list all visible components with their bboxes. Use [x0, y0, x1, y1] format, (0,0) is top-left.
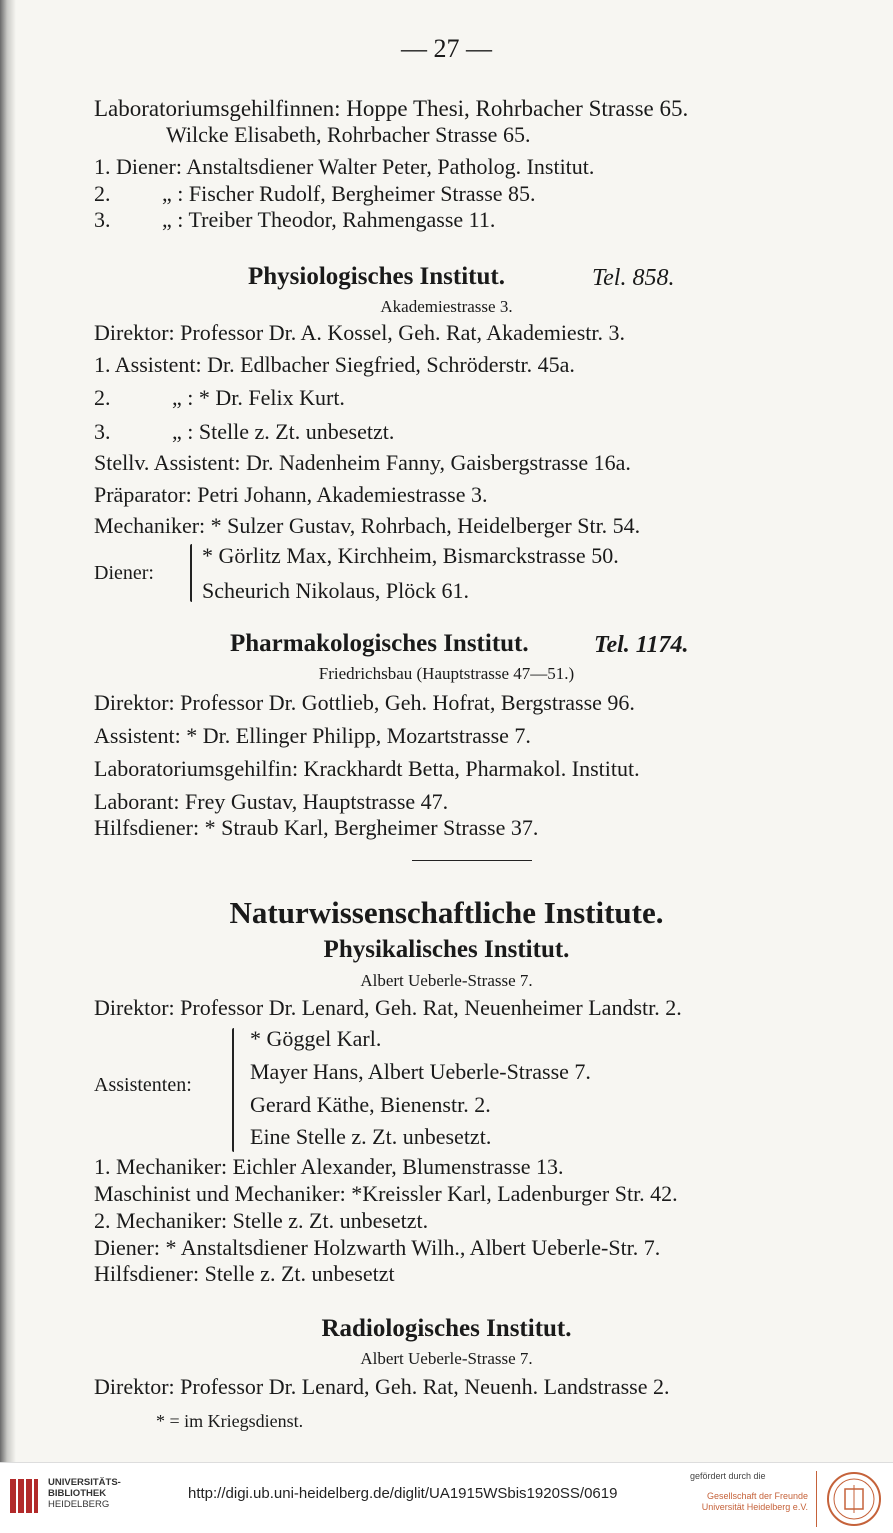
pharma-laborgehilfin: Laboratoriumsgehilfin: Krackhardt Betta, Pharmakol. Institut.	[94, 756, 640, 781]
physio-direktor: Direktor: Professor Dr. A. Kossel, Geh. Rat, Akademiestr. 3.	[94, 320, 625, 345]
society-name: Gesellschaft der Freunde Universität Heidelberg e.V.	[701, 1491, 808, 1512]
diener-3: „ : Treiber Theodor, Rahmengasse 11.	[162, 207, 496, 232]
library-logo-icon	[8, 1475, 40, 1517]
physik-assistent-2: Mayer Hans, Albert Ueberle-Strasse 7.	[250, 1059, 591, 1084]
diener-3-num: 3.	[94, 207, 111, 232]
diener-2: „ : Fischer Rudolf, Bergheimer Strasse 85.	[162, 181, 536, 206]
physik-assistent-4: Eine Stelle z. Zt. unbesetzt.	[250, 1124, 492, 1149]
lab-assistants-line: Laboratoriumsgehilfinnen: Hoppe Thesi, Rohrbacher Strasse 65.	[94, 96, 689, 121]
pharma-heading: Pharmakologisches Institut.	[230, 630, 529, 657]
diener-2-num: 2.	[94, 181, 111, 206]
physik-assistent-1: * Göggel Karl.	[250, 1026, 382, 1051]
diener-1: 1. Diener: Anstaltsdiener Walter Peter, Patholog. Institut.	[94, 154, 595, 179]
physio-praeparator: Präparator: Petri Johann, Akademiestrasse 3.	[94, 482, 488, 507]
natur-heading: Naturwissenschaftliche Institute.	[229, 895, 664, 930]
physio-stellv-assistent: Stellv. Assistent: Dr. Nadenheim Fanny, Gaisbergstrasse 16a.	[94, 450, 631, 475]
page-edge-shadow	[0, 0, 16, 1462]
footnote: * = im Kriegsdienst.	[156, 1411, 304, 1431]
source-url-link[interactable]: http://digi.ub.uni-heidelberg.de/diglit/UA1915WSbis1920SS/0619	[188, 1485, 618, 1502]
physio-address: Akademiestrasse 3.	[380, 297, 513, 316]
funded-by-label: gefördert durch die	[690, 1471, 766, 1481]
radio-heading: Radiologisches Institut.	[321, 1315, 572, 1342]
physik-mechaniker-2: 2. Mechaniker: Stelle z. Zt. unbesetzt.	[94, 1208, 429, 1233]
pharma-laborant: Laborant: Frey Gustav, Hauptstrasse 47.	[94, 789, 449, 814]
physik-assistenten-label: Assistenten:	[94, 1074, 192, 1096]
pharma-assistent: Assistent: * Dr. Ellinger Philipp, Mozartstrasse 7.	[94, 723, 531, 748]
physio-mechaniker: Mechaniker: * Sulzer Gustav, Rohrbach, Heidelberger Str. 54.	[94, 513, 641, 538]
physio-diener-label: Diener:	[94, 562, 154, 584]
physik-address: Albert Ueberle-Strasse 7.	[360, 971, 533, 990]
physio-diener-1: * Görlitz Max, Kirchheim, Bismarckstrasse 50.	[202, 543, 619, 568]
lab-assistant-2: Wilcke Elisabeth, Rohrbacher Strasse 65.	[166, 122, 531, 147]
library-name: UNIVERSITÄTS- BIBLIOTHEK HEIDELBERG	[48, 1477, 121, 1510]
physik-hilfsdiener: Hilfsdiener: Stelle z. Zt. unbesetzt	[94, 1261, 395, 1286]
pharma-tel: Tel. 1174.	[594, 632, 689, 658]
physio-assistent-3: „ : Stelle z. Zt. unbesetzt.	[172, 419, 395, 444]
radio-direktor: Direktor: Professor Dr. Lenard, Geh. Rat, Neuenh. Landstrasse 2.	[94, 1374, 670, 1399]
physik-assistent-3: Gerard Käthe, Bienenstr. 2.	[250, 1092, 491, 1117]
physik-direktor: Direktor: Professor Dr. Lenard, Geh. Rat, Neuenheimer Landstr. 2.	[94, 995, 682, 1020]
page-number: — 27 —	[401, 34, 492, 63]
physio-assistent-1: 1. Assistent: Dr. Edlbacher Siegfried, Schröderstr. 45a.	[94, 352, 575, 377]
physik-maschinist: Maschinist und Mechaniker: *Kreissler Karl, Ladenburger Str. 42.	[94, 1181, 678, 1206]
pharma-address: Friedrichsbau (Hauptstrasse 47—51.)	[318, 664, 575, 683]
physio-heading: Physiologisches Institut.	[248, 263, 505, 290]
physik-heading: Physikalisches Institut.	[323, 936, 570, 963]
physio-diener-brace	[190, 544, 192, 602]
university-seal-icon	[826, 1471, 882, 1527]
pharma-direktor: Direktor: Professor Dr. Gottlieb, Geh. Hofrat, Bergstrasse 96.	[94, 690, 635, 715]
footer-separator	[816, 1471, 817, 1527]
digitization-footer	[0, 1462, 893, 1533]
physio-assistent-2: „ : * Dr. Felix Kurt.	[172, 385, 345, 410]
physio-assistent-2-num: 2.	[94, 385, 111, 410]
section-divider	[412, 860, 532, 861]
physio-tel: Tel. 858.	[592, 265, 675, 291]
pharma-hilfsdiener: Hilfsdiener: * Straub Karl, Bergheimer Strasse 37.	[94, 815, 539, 840]
radio-address: Albert Ueberle-Strasse 7.	[360, 1349, 533, 1368]
physio-diener-2: Scheurich Nikolaus, Plöck 61.	[202, 578, 470, 603]
physik-assistenten-brace	[232, 1028, 234, 1152]
physio-assistent-3-num: 3.	[94, 419, 111, 444]
physik-mechaniker-1: 1. Mechaniker: Eichler Alexander, Blumenstrasse 13.	[94, 1154, 564, 1179]
physik-diener: Diener: * Anstaltsdiener Holzwarth Wilh., Albert Ueberle-Str. 7.	[94, 1235, 661, 1260]
